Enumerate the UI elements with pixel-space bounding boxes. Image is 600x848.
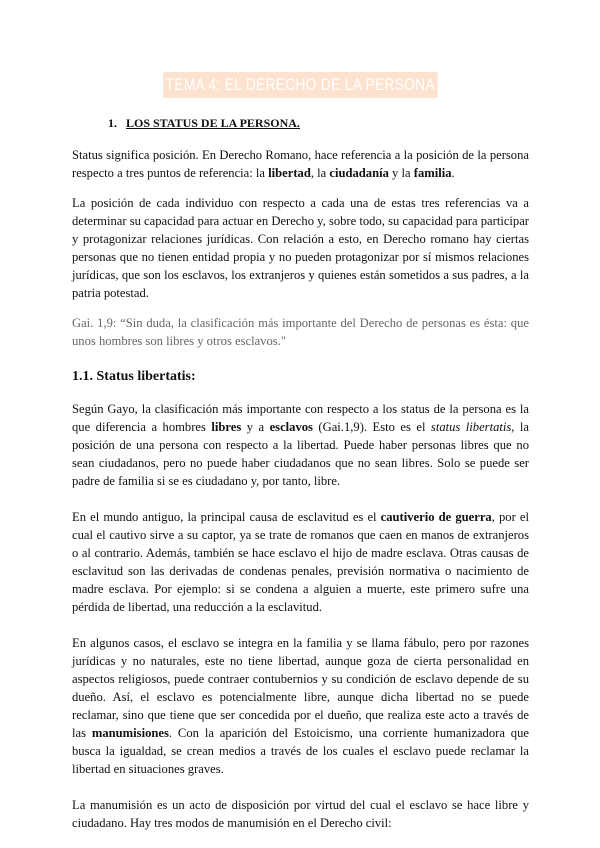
title-wrap	[0, 72, 600, 98]
paragraph	[72, 194, 529, 302]
paragraph	[72, 146, 529, 182]
text-run: Status significa posición. En Derecho Romano, hace referencia a la posición de la persona respecto a tres puntos de referencia: la	[72, 148, 529, 180]
text-run: , la posición de una persona con respecto a la libertad. Puede haber personas libres que no sean ciudadanos, pero no puede haber ciudadanos que no sean libres. Solo se puede ser padre de familia si se es ciudadano y, por tanto, libre.	[72, 420, 529, 488]
text-run: y la	[388, 166, 414, 180]
subsection-heading: 1.1. Status libertatis:	[72, 369, 196, 384]
bold-text: ciudadanía	[329, 166, 389, 180]
section-number: 1.	[108, 116, 117, 130]
bold-text: manumisiones	[91, 726, 169, 740]
quote-paragraph	[72, 314, 529, 350]
paragraph	[72, 796, 529, 832]
document-title: TEMA 4: EL DERECHO DE LA PERSONA	[163, 72, 437, 98]
section-heading-text: LOS STATUS DE LA PERSONA.	[126, 116, 300, 130]
italic-text: status libertatis	[430, 420, 512, 434]
text-run: y a	[241, 420, 270, 434]
document-body	[72, 114, 529, 844]
paragraph	[72, 508, 529, 616]
paragraph	[72, 400, 529, 490]
text-run: Según Gayo, la clasificación más importante con respecto a los status de la persona es la que diferencia a hombres	[72, 402, 529, 434]
text-run: En el mundo antiguo, la principal causa de esclavitud es el	[72, 510, 381, 524]
text-run: .	[451, 166, 455, 180]
text-run: , la	[310, 166, 330, 180]
bold-text: esclavos	[269, 420, 313, 434]
bold-text: libres	[211, 420, 242, 434]
paragraph	[72, 634, 529, 778]
text-run: La posición de cada individuo con respecto a cada una de estas tres referencias va a determinar su capacidad para actuar en Derecho y, sobre todo, su capacidad para participar y protagonizar relaciones jurídicas. Con relación a esto, en Derecho romano hay ciertas personas que no tienen entidad propia y no pueden protagonizar por sí mismos relaciones jurídicas, que son los esclavos, los extranjeros y quienes están sometidos a sus padres, a la patria potestad.	[72, 196, 529, 300]
bold-text: familia	[413, 166, 452, 180]
text-run: La manumisión es un acto de disposición por virtud del cual el esclavo se hace libre y ciudadano. Hay tres modos de manumisión en el Derecho civil:	[72, 798, 529, 830]
bold-text: cautiverio de guerra	[380, 510, 492, 524]
text-run: En algunos casos, el esclavo se integra en la familia y se llama fábulo, pero por razones jurídicas y no naturales, este no tiene libertad, aunque goza de cierta personalidad en aspectos religiosos, puede contraer contubernios y su condición de esclavo depende de su dueño. Así, el esclavo es potencialmente libre, aunque dicha libertad no se puede reclamar, sino que tiene que ser concedida por el dueño, que realiza este acto a través de las	[72, 636, 529, 740]
bold-text: libertad	[268, 166, 311, 180]
text-run: Gai. 1,9: “Sin duda, la clasificación más importante del Derecho de personas es ésta: que unos hombres son libres y otros esclavos."	[72, 316, 529, 348]
text-run: , por el cual el cautivo sirve a su captor, ya se trate de romanos que caen en manos de extranjeros o al contrario. Además, también se hace esclavo el hijo de madre esclava. Otras causas de esclavitud son las derivadas de condenas penales, previsión normativa o nacimiento de madre esclava. Por ejemplo: si se condena a alguien a muerte, este primero sufre una pérdida de libertad, una reducción a la esclavitud.	[72, 510, 529, 614]
section-heading	[108, 114, 529, 132]
text-run: (Gai.1,9). Esto es el	[312, 420, 431, 434]
text-run: . Con la aparición del Estoicismo, una corriente humanizadora que busca la igualdad, se crean medios a través de los cuales el esclavo puede reclamar la libertad en situaciones graves.	[72, 726, 529, 776]
